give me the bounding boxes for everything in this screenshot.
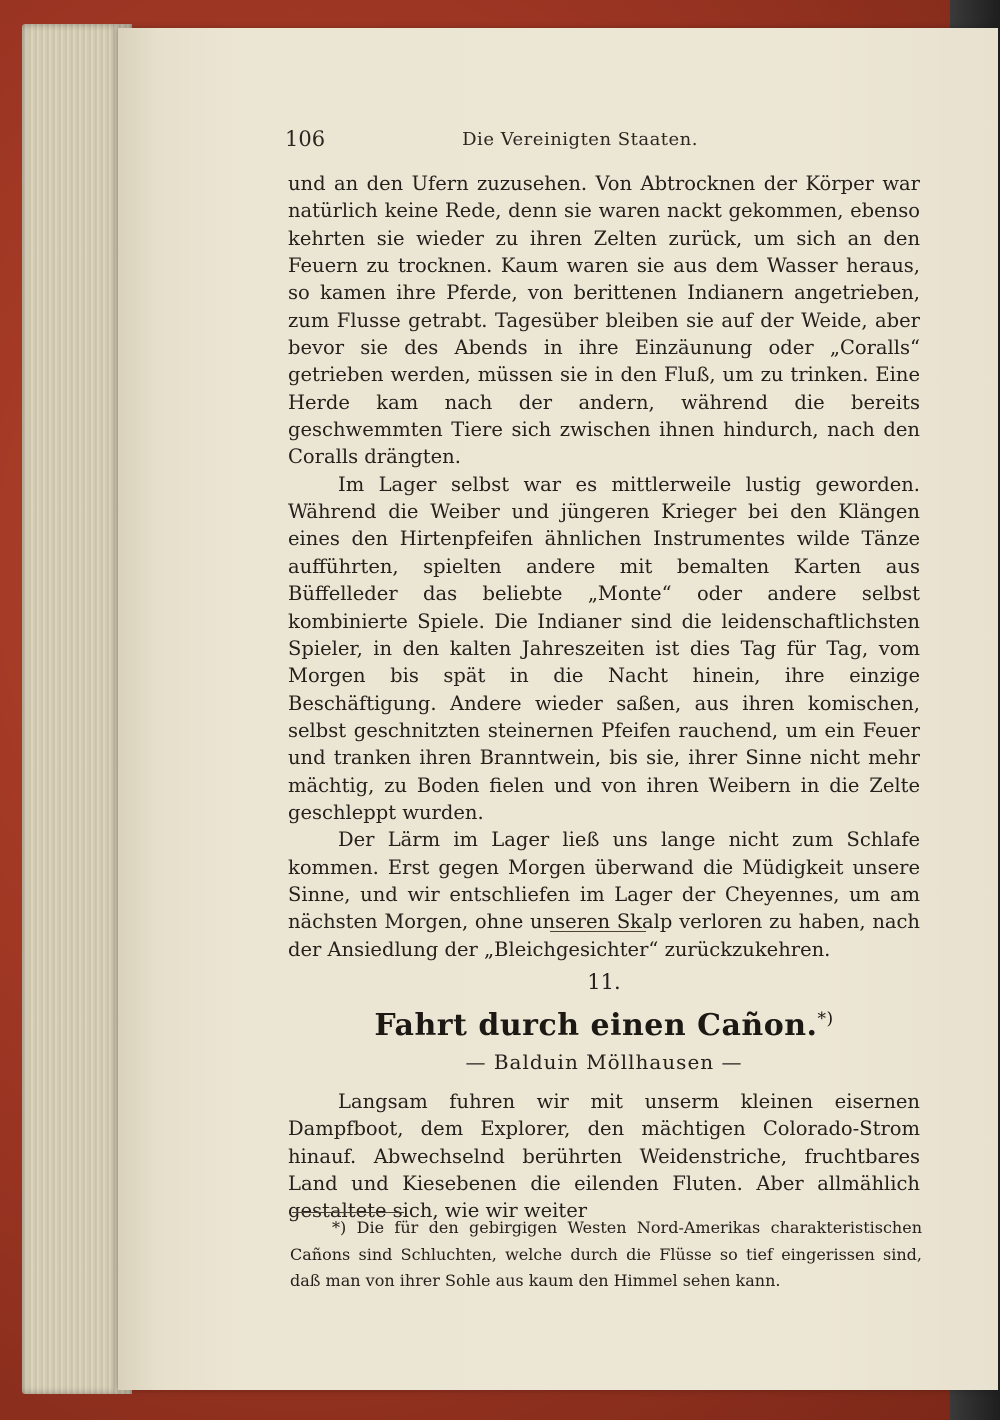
footnote-rule xyxy=(292,1212,404,1213)
page-number: 106 xyxy=(285,127,326,151)
section-divider xyxy=(550,931,646,932)
chapter-author: — Balduin Möllhausen — xyxy=(465,1050,743,1074)
chapter-number: 11. xyxy=(587,970,621,994)
paragraph-2: Im Lager selbst war es mittlerweile lustig geworden. Während die Weiber und jüngeren Krieger bei den Klängen eines den Hirtenpfeifen ähnlichen Instrumentes wilde Tänze aufführten, spielten andere mit bemalten Karten aus Büffelleder das beliebte „Monte“ oder andere selbst kombinierte Spiele. Die Indianer sind die leidenschaftlichsten Spieler, in den kalten Jahreszeiten ist dies Tag für Tag, vom Morgen bis spät in die Nacht hinein, ihre einzige Beschäftigung. Andere wieder saßen, aus ihren komischen, selbst geschnitzten steinernen Pfeifen rauchend, um ein Feuer und tranken ihren Branntwein, bis sie, ihrer Sinne nicht mehr mächtig, zu Boden fielen und von ihren Weibern in die Zelte geschleppt wurden. xyxy=(288,472,920,824)
paragraph-1: und an den Ufern zuzusehen. Von Abtrocknen der Körper war natürlich keine Rede, denn sie waren nackt gekommen, ebenso kehrten sie wieder zu ihren Zelten zurück, um sich an den Feuern zu trocknen. Kaum waren sie aus dem Wasser heraus, so kamen ihre Pferde, von berittenen Indianern angetrieben, zum Flusse getrabt. Tagesüber bleiben sie auf der Weide, aber bevor sie des Abends in ihre Einzäunung oder „Coralls“ getrieben werden, müssen sie in den Fluß, um zu trinken. Eine Herde kam nach der andern, während die bereits geschwemmten Tiere sich zwischen ihnen hindurch, nach den Coralls drängten. xyxy=(288,172,920,469)
chapter-body-text xyxy=(288,1088,920,1225)
chapter-title-text: Fahrt durch einen Cañon. xyxy=(374,1008,818,1043)
footnote: *) Die für den gebirgigen Westen Nord-Amerikas charakteristischen Cañons sind Schluchten, welche durch die Flüsse so tief eingerissen sind, daß man von ihrer Sohle aus kaum den Himmel sehen kann. xyxy=(290,1218,922,1290)
chapter-paragraph: Langsam fuhren wir mit unserm kleinen eisernen Dampfboot, dem Explorer, den mächtigen Colorado-Strom hinauf. Abwechselnd berührten Weidenstriche, fruchtbares Land und Kiesebenen die eilenden Fluten. Aber allmählich gestaltete sich, wie wir weiter xyxy=(288,1090,920,1223)
paragraph-3: Der Lärm im Lager ließ uns lange nicht zum Schlafe kommen. Erst gegen Morgen überwand die Müdigkeit unsere Sinne, und wir entschliefen im Lager der Cheyennes, um am nächsten Morgen, ohne unseren Skalp verloren zu haben, nach der Ansiedlung der „Bleichgesichter“ zurückzukehren. xyxy=(288,828,920,961)
page-header xyxy=(285,124,920,154)
footnote-marker: *) xyxy=(817,1009,834,1029)
page-stack-edges xyxy=(22,24,132,1394)
body-text xyxy=(288,170,920,963)
running-head: Die Vereinigten Staaten. xyxy=(462,128,698,150)
chapter-title xyxy=(288,1008,920,1043)
